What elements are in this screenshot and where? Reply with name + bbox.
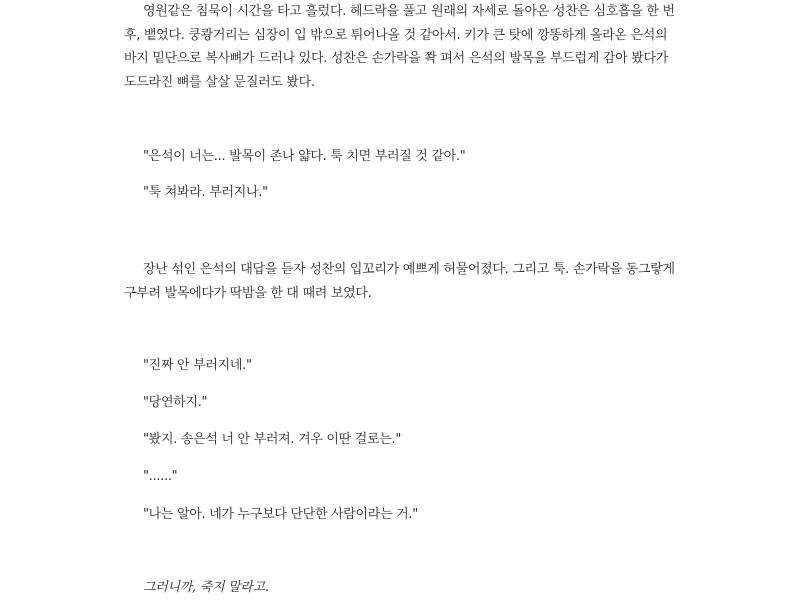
narration-line: 장난 섞인 은석의 대답을 듣자 성찬의 입꼬리가 예쁘게 허물어졌다. 그리고 툭. 손가락을 동그랗게 bbox=[143, 262, 675, 277]
dialogue-line: "봤지. 송은석 너 안 부러져. 겨우 이딴 걸로는." bbox=[143, 432, 402, 447]
dialogue-line: "툭 쳐봐라. 부러지나." bbox=[143, 185, 268, 200]
dialogue-line: "나는 알아. 네가 누구보다 단단한 사람이라는 거." bbox=[143, 507, 418, 522]
narration-line: 구부려 발목에다가 딱밤을 한 대 때려 보였다. bbox=[124, 285, 372, 301]
closing-line: 그러니까, 죽지 말라고. bbox=[143, 580, 269, 595]
narration-line: 바지 밑단으로 복사뼈가 드러나 있다. 성찬은 손가락을 쫙 펴서 은석의 발목을 부드럽게 감아 봤다가 bbox=[124, 51, 668, 66]
narration-paragraph-1 bbox=[124, 0, 675, 94]
narration-line: 후, 뱉었다. 쿵쾅거리는 심장이 입 밖으로 튀어나올 것 같아서. 키가 큰 탓에 깡똥하게 올라온 은석의 bbox=[124, 27, 668, 43]
narration-line: 영원같은 침묵이 시간을 타고 흘렀다. 헤드락을 풀고 원래의 자세로 돌아온 성찬은 심호흡을 한 번 bbox=[143, 4, 675, 19]
narration-line: 도드라진 뼈를 살살 문질러도 봤다. bbox=[124, 74, 315, 90]
dialogue-line: "진짜 안 부러지네." bbox=[143, 358, 252, 373]
dialogue-line: "당연하지." bbox=[143, 395, 208, 410]
narration-paragraph-2 bbox=[124, 258, 675, 305]
dialogue-line: "은석이 너는... 발목이 존나 얇다. 툭 치면 부러질 것 같아." bbox=[143, 149, 466, 164]
dialogue-line: "......" bbox=[143, 469, 178, 484]
